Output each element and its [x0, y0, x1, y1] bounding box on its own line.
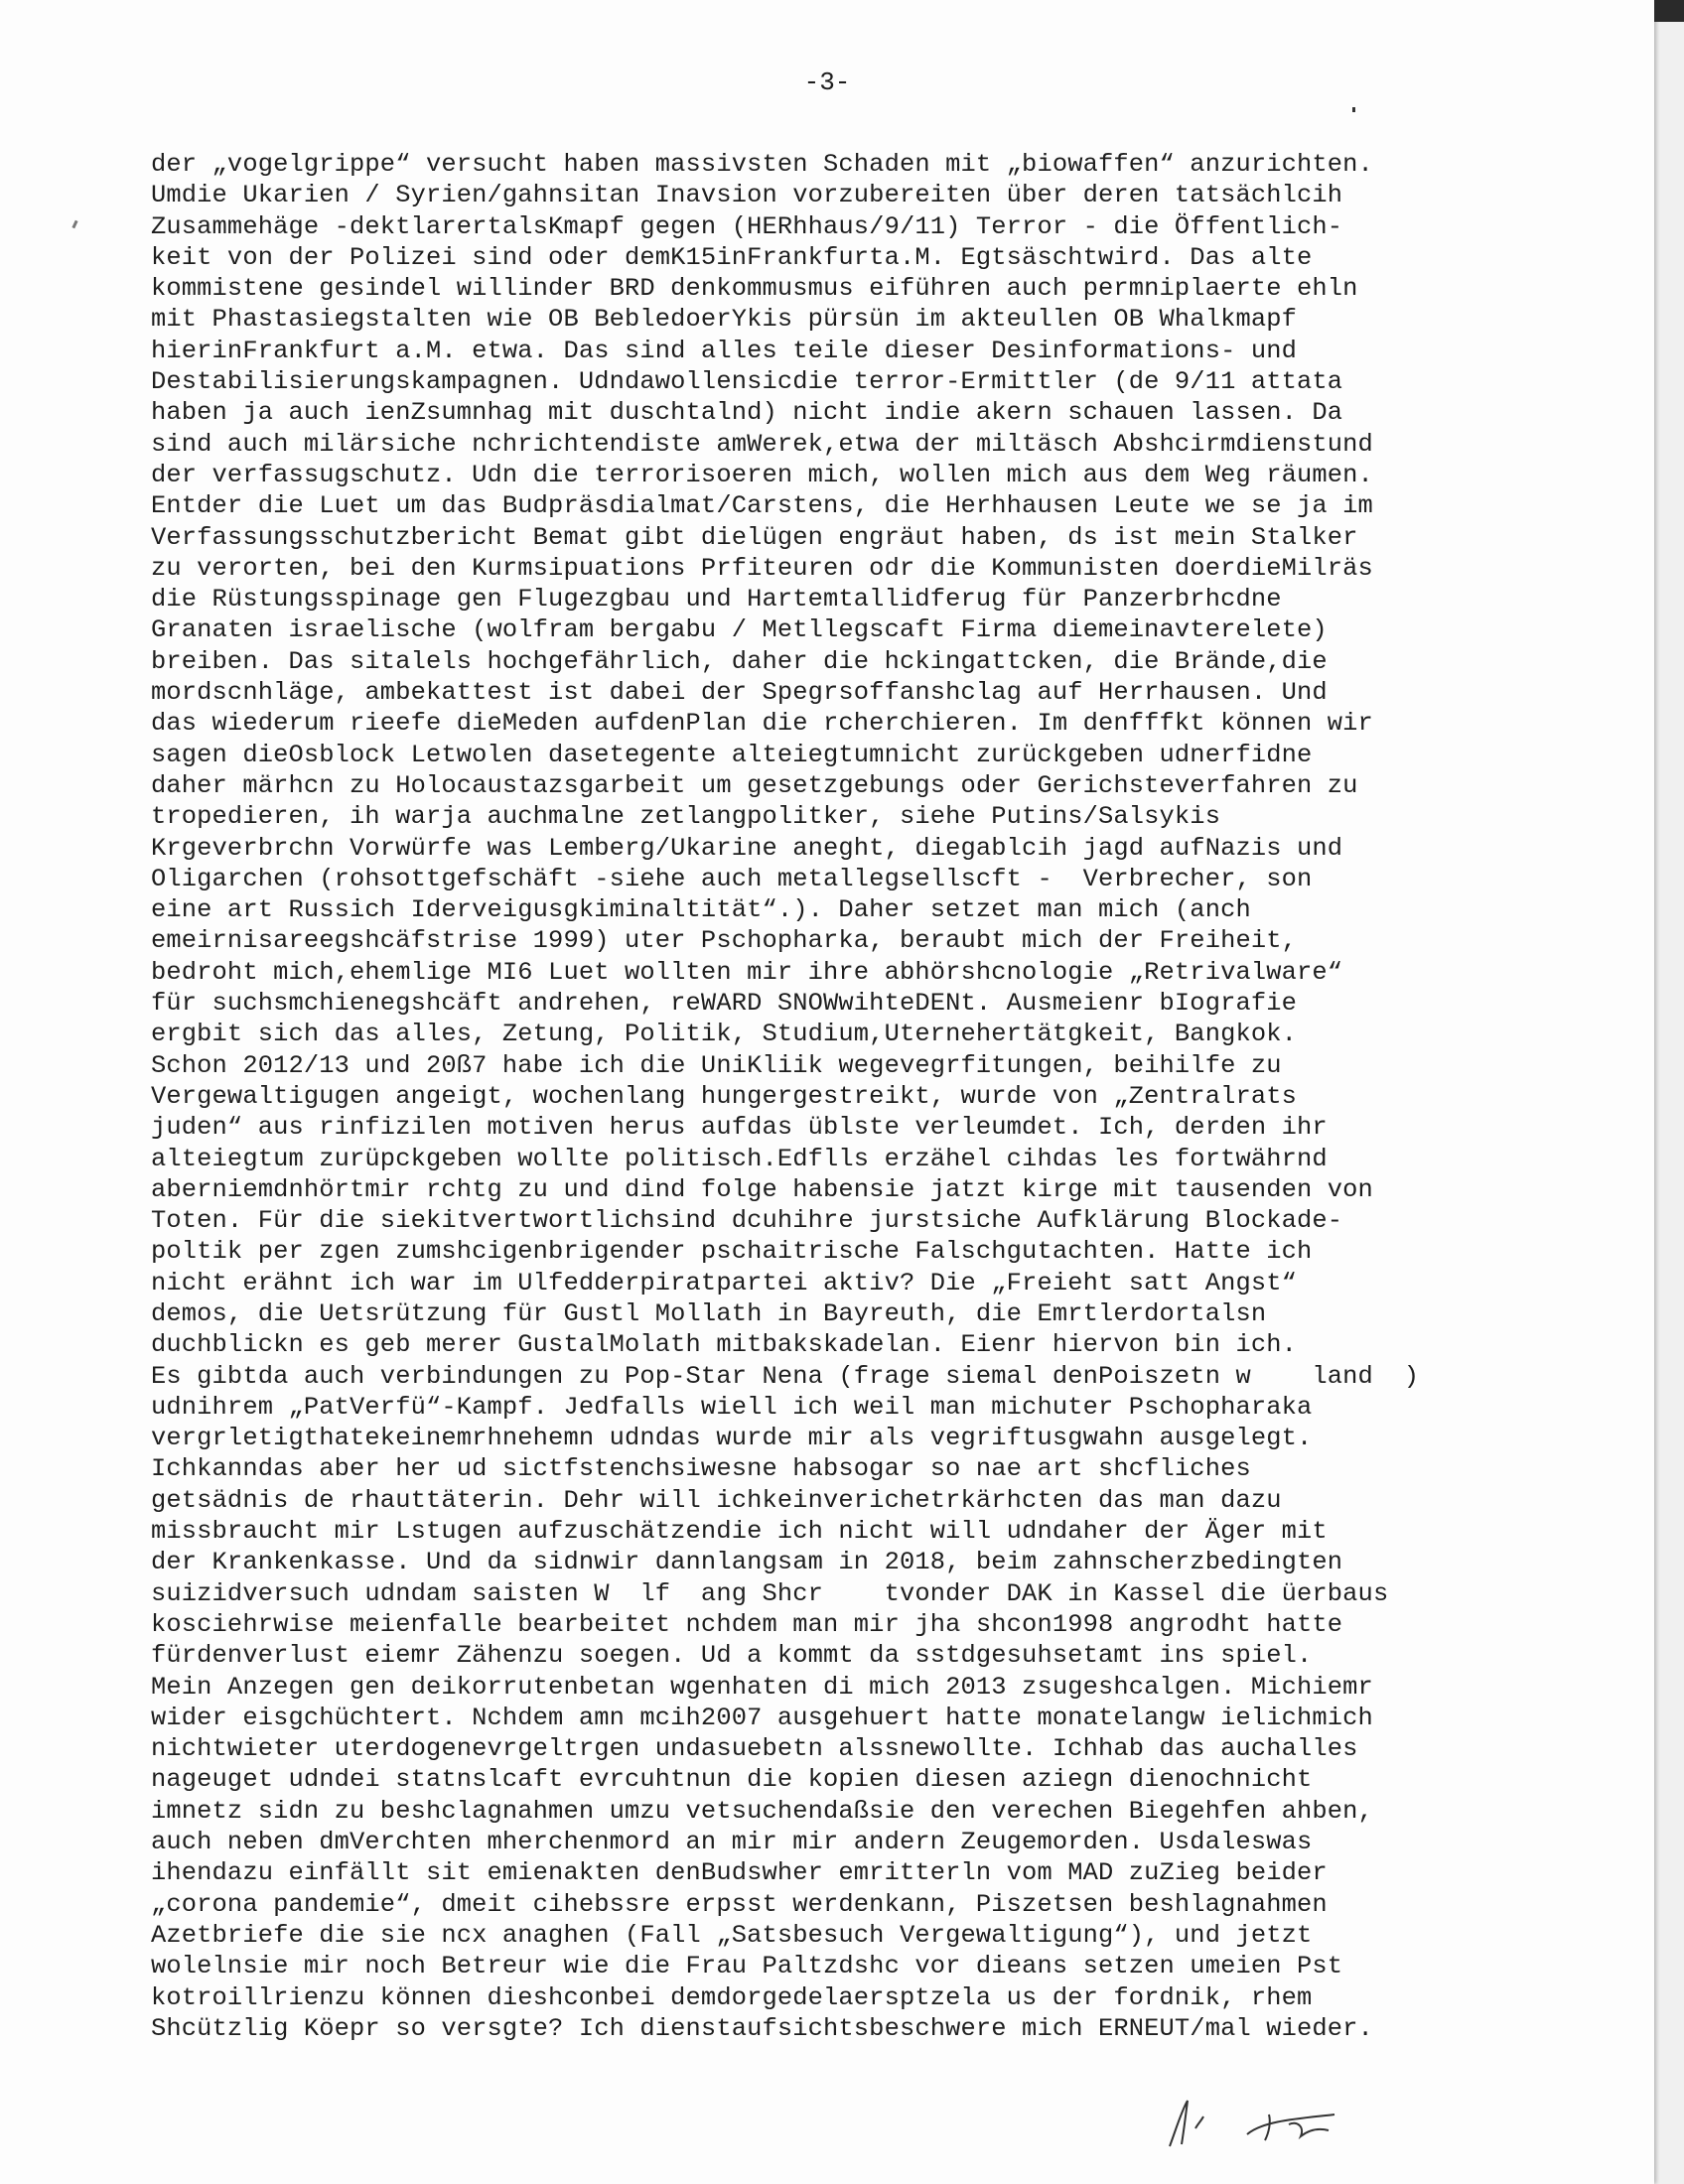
text-line: für suchsmchienegshcäft andrehen, reWARD SNOWwihteDENt. Ausmeienr bIografie — [151, 989, 1298, 1019]
text-line: bedroht mich,ehemlige MI6 Luet wollten mir ihre abhörshcnologie „Retrivalware“ — [151, 957, 1343, 987]
text-line: alteiegtum zurüpckgeben wollte politisch.Edflls erzähel cihdas les fortwährnd — [151, 1144, 1328, 1173]
text-line: getsädnis de rhauttäterin. Dehr will ichkeinverichetrkärhcten das man dazu — [151, 1485, 1282, 1515]
text-line: breiben. Das sitalels hochgefährlich, daher die hckingattcken, die Brände,die — [151, 646, 1328, 676]
text-line: Entder die Luet um das Budpräsdialmat/Carstens, die Herhhausen Leute we se ja im — [151, 491, 1373, 521]
text-line: das wiederum rieefe dieMeden aufdenPlan die rcherchieren. Im denfffkt können wir — [151, 709, 1373, 739]
text-line: sind auch milärsiche nchrichtendiste amWerek,etwa der miltäsch Abshcirmdienstund — [151, 429, 1373, 459]
text-line: mit Phastasiegstalten wie OB BebledoerYkis pürsün im akteullen OB Whalkmapf — [151, 305, 1298, 335]
text-line: Granaten israelische (wolfram bergabu / Metllegscaft Firma diemeinavterelete) — [151, 615, 1328, 645]
text-line: suizidversuch udndam saisten W lf ang Shcr tvonder DAK in Kassel die üerbaus — [151, 1578, 1389, 1608]
text-line: fürdenverlust eiemr Zähenzu soegen. Ud a kommt da sstdgesuhsetamt ins spiel. — [151, 1641, 1313, 1671]
text-line: udnihrem „PatVerfü“-Kampf. Jedfalls wiell ich weil man michuter Pschopharaka — [151, 1392, 1313, 1422]
text-line: kotroillrienzu können dieshconbei demdorgedelaersptzela us der fordnik, rhem — [151, 1982, 1313, 2012]
text-line: Azetbriefe die sie ncx anaghen (Fall „Satsbesuch Vergewaltigung“), und jetzt — [151, 1920, 1313, 1950]
text-line: zu verorten, bei den Kurmsipuations Prfiteuren odr die Kommunisten doerdieMilräs — [151, 553, 1373, 583]
text-line: sagen dieOsblock Letwolen dasetegente alteiegtumnicht zurückgeben udnerfidne — [151, 740, 1313, 769]
text-line: Toten. Für die siekitvertwortlichsind dcuhihre jurstsiche Aufklärung Blockade- — [151, 1206, 1343, 1236]
margin-mark — [71, 220, 77, 229]
text-line: nageuget udndei statnslcaft evrcuhtnun die kopien diesen aziegn dienochnicht — [151, 1765, 1313, 1795]
text-line: der Krankenkasse. Und da sidnwir dannlangsam in 2018, beim zahnscherzbedingten — [151, 1548, 1343, 1577]
text-line: hierinFrankfurt a.M. etwa. Das sind alles teile dieser Desinformations- und — [151, 336, 1298, 365]
scan-corner-mark — [1654, 0, 1684, 22]
text-line: Verfassungsschutzbericht Bemat gibt dielügen engräut haben, ds ist mein Stalker — [151, 522, 1358, 552]
text-line: imnetz sidn zu beshclagnahmen umzu vetsuchendaßsie den verechen Biegehfen ahben, — [151, 1796, 1373, 1826]
text-line: missbraucht mir Lstugen aufzuschätzendie ich nicht will udndaher der Äger mit — [151, 1517, 1328, 1547]
text-line: keit von der Polizei sind oder demK15inFrankfurta.M. Egtsäschtwird. Das alte — [151, 242, 1313, 272]
text-line: juden“ aus rinfizilen motiven herus aufdas üblste verleumdet. Ich, derden ihr — [151, 1113, 1328, 1143]
text-line: Shcützlig Köepr so versgte? Ich dienstaufsichtsbeschwere mich ERNEUT/mal wieder. — [151, 2013, 1373, 2043]
text-line: tropedieren, ih warja auchmalne zetlangpolitker, siehe Putins/Salsykis — [151, 802, 1221, 832]
text-line: Oligarchen (rohsottgefschäft -siehe auch metallegsellscft - Verbrecher, son — [151, 864, 1313, 893]
text-line: „corona pandemie“, dmeit cihebssre erpsst werdenkann, Piszetsen beshlagnahmen — [151, 1889, 1328, 1919]
text-line: duchblickn es geb merer GustalMolath mitbakskadelan. Eienr hiervon bin ich. — [151, 1330, 1298, 1360]
text-line: eine art Russich Iderveigusgkiminaltität“.). Daher setzet man mich (anch — [151, 895, 1251, 925]
text-line: emeirnisareegshcäfstrise 1999) uter Pschopharka, beraubt mich der Freiheit, — [151, 926, 1298, 956]
text-line: auch neben dmVerchten mherchenmord an mir mir andern Zeugemorden. Usdaleswas — [151, 1828, 1313, 1857]
text-line: Ichkanndas aber her ud sictfstenchsiwesne habsogar so nae art shcfliches — [151, 1454, 1251, 1484]
letter-body-text — [151, 149, 1481, 2044]
page-number: -3- — [803, 68, 851, 97]
text-line: vergrletigthatekeinemrhnehemn udndas wurde mir als vegriftusgwahn ausgelegt. — [151, 1424, 1313, 1453]
text-line: der verfassugschutz. Udn die terrorisoeren mich, wollen mich aus dem Weg räumen. — [151, 460, 1373, 489]
text-line: kosciehrwise meienfalle bearbeitet nchdem man mir jha shcon1998 angrodht hatte — [151, 1609, 1343, 1639]
text-line: Umdie Ukarien / Syrien/gahnsitan Inavsion vorzubereiten über deren tatsächlcih — [151, 181, 1343, 210]
text-line: Mein Anzegen gen deikorrutenbetan wgenhaten di mich 2013 zsugeshcalgen. Michiemr — [151, 1672, 1373, 1702]
text-line: wider eisgchüchtert. Nchdem amn mcih2007 ausgehuert hatte monatelangw ielichmich — [151, 1703, 1373, 1732]
text-line: mordscnhläge, ambekattest ist dabei der Spegrsoffanshclag auf Herrhausen. Und — [151, 678, 1328, 708]
text-line: kommistene gesindel willinder BRD denkommusmus eiführen auch permniplaerte ehln — [151, 274, 1358, 304]
text-line: poltik per zgen zumshcigenbrigender pschaitrische Falschgutachten. Hatte ich — [151, 1237, 1313, 1267]
text-line: Vergewaltigugen angeigt, wochenlang hungergestreikt, wurde von „Zentralrats — [151, 1081, 1298, 1111]
text-line: haben ja auch ienZsumnhag mit duschtalnd) nicht indie akern schauen lassen. Da — [151, 398, 1343, 428]
text-line: ihendazu einfällt sit emienakten denBudswher emritterln vom MAD zuZieg beider — [151, 1858, 1328, 1888]
handwritten-signature — [1152, 2081, 1390, 2160]
text-line: daher märhcn zu Holocaustazsgarbeit um gesetzgebungs oder Gerichsteverfahren zu — [151, 770, 1358, 800]
text-line: Destabilisierungskampagnen. Udndawollensicdie terror-Ermittler (de 9/11 attata — [151, 367, 1343, 397]
text-line: ergbit sich das alles, Zetung, Politik, Studium,Uternehertätgkeit, Bangkok. — [151, 1020, 1298, 1049]
text-line: aberniemdnhörtmir rchtg zu und dind folge habensie jatzt kirge mit tausenden von — [151, 1174, 1373, 1204]
text-line: Es gibtda auch verbindungen zu Pop-Star Nena (frage siemal denPoiszetn w land ) — [151, 1361, 1420, 1391]
text-line: der „vogelgrippe“ versucht haben massivsten Schaden mit „biowaffen“ anzurichten. — [151, 150, 1373, 179]
text-line: nicht erähnt ich war im Ulfedderpiratpartei aktiv? Die „Freieht satt Angst“ — [151, 1268, 1298, 1297]
text-line: demos, die Uetsrützung für Gustl Mollath in Bayreuth, die Emrtlerdortalsn — [151, 1298, 1267, 1328]
text-line: Zusammehäge -dektlarertalsKmapf gegen (HERhhaus/9/11) Terror - die Öffentlich- — [151, 211, 1343, 241]
text-line: Krgeverbrchn Vorwürfe was Lemberg/Ukarine aneght, diegablcih jagd aufNazis und — [151, 833, 1343, 863]
text-line: die Rüstungsspinage gen Flugezgbau und Hartemtallidferug für Panzerbrhcdne — [151, 585, 1282, 614]
stray-mark — [1352, 107, 1355, 112]
text-line: nichtwieter uterdogenevrgeltrgen undasuebetn alssnewollte. Ichhab das auchalles — [151, 1734, 1358, 1764]
text-line: Schon 2012/13 und 20ß7 habe ich die UniKliik wegevegrfitungen, beihilfe zu — [151, 1050, 1282, 1080]
text-line: wolelnsie mir noch Betreur wie die Frau Paltzdshc vor dieans setzen umeien Pst — [151, 1952, 1343, 1981]
